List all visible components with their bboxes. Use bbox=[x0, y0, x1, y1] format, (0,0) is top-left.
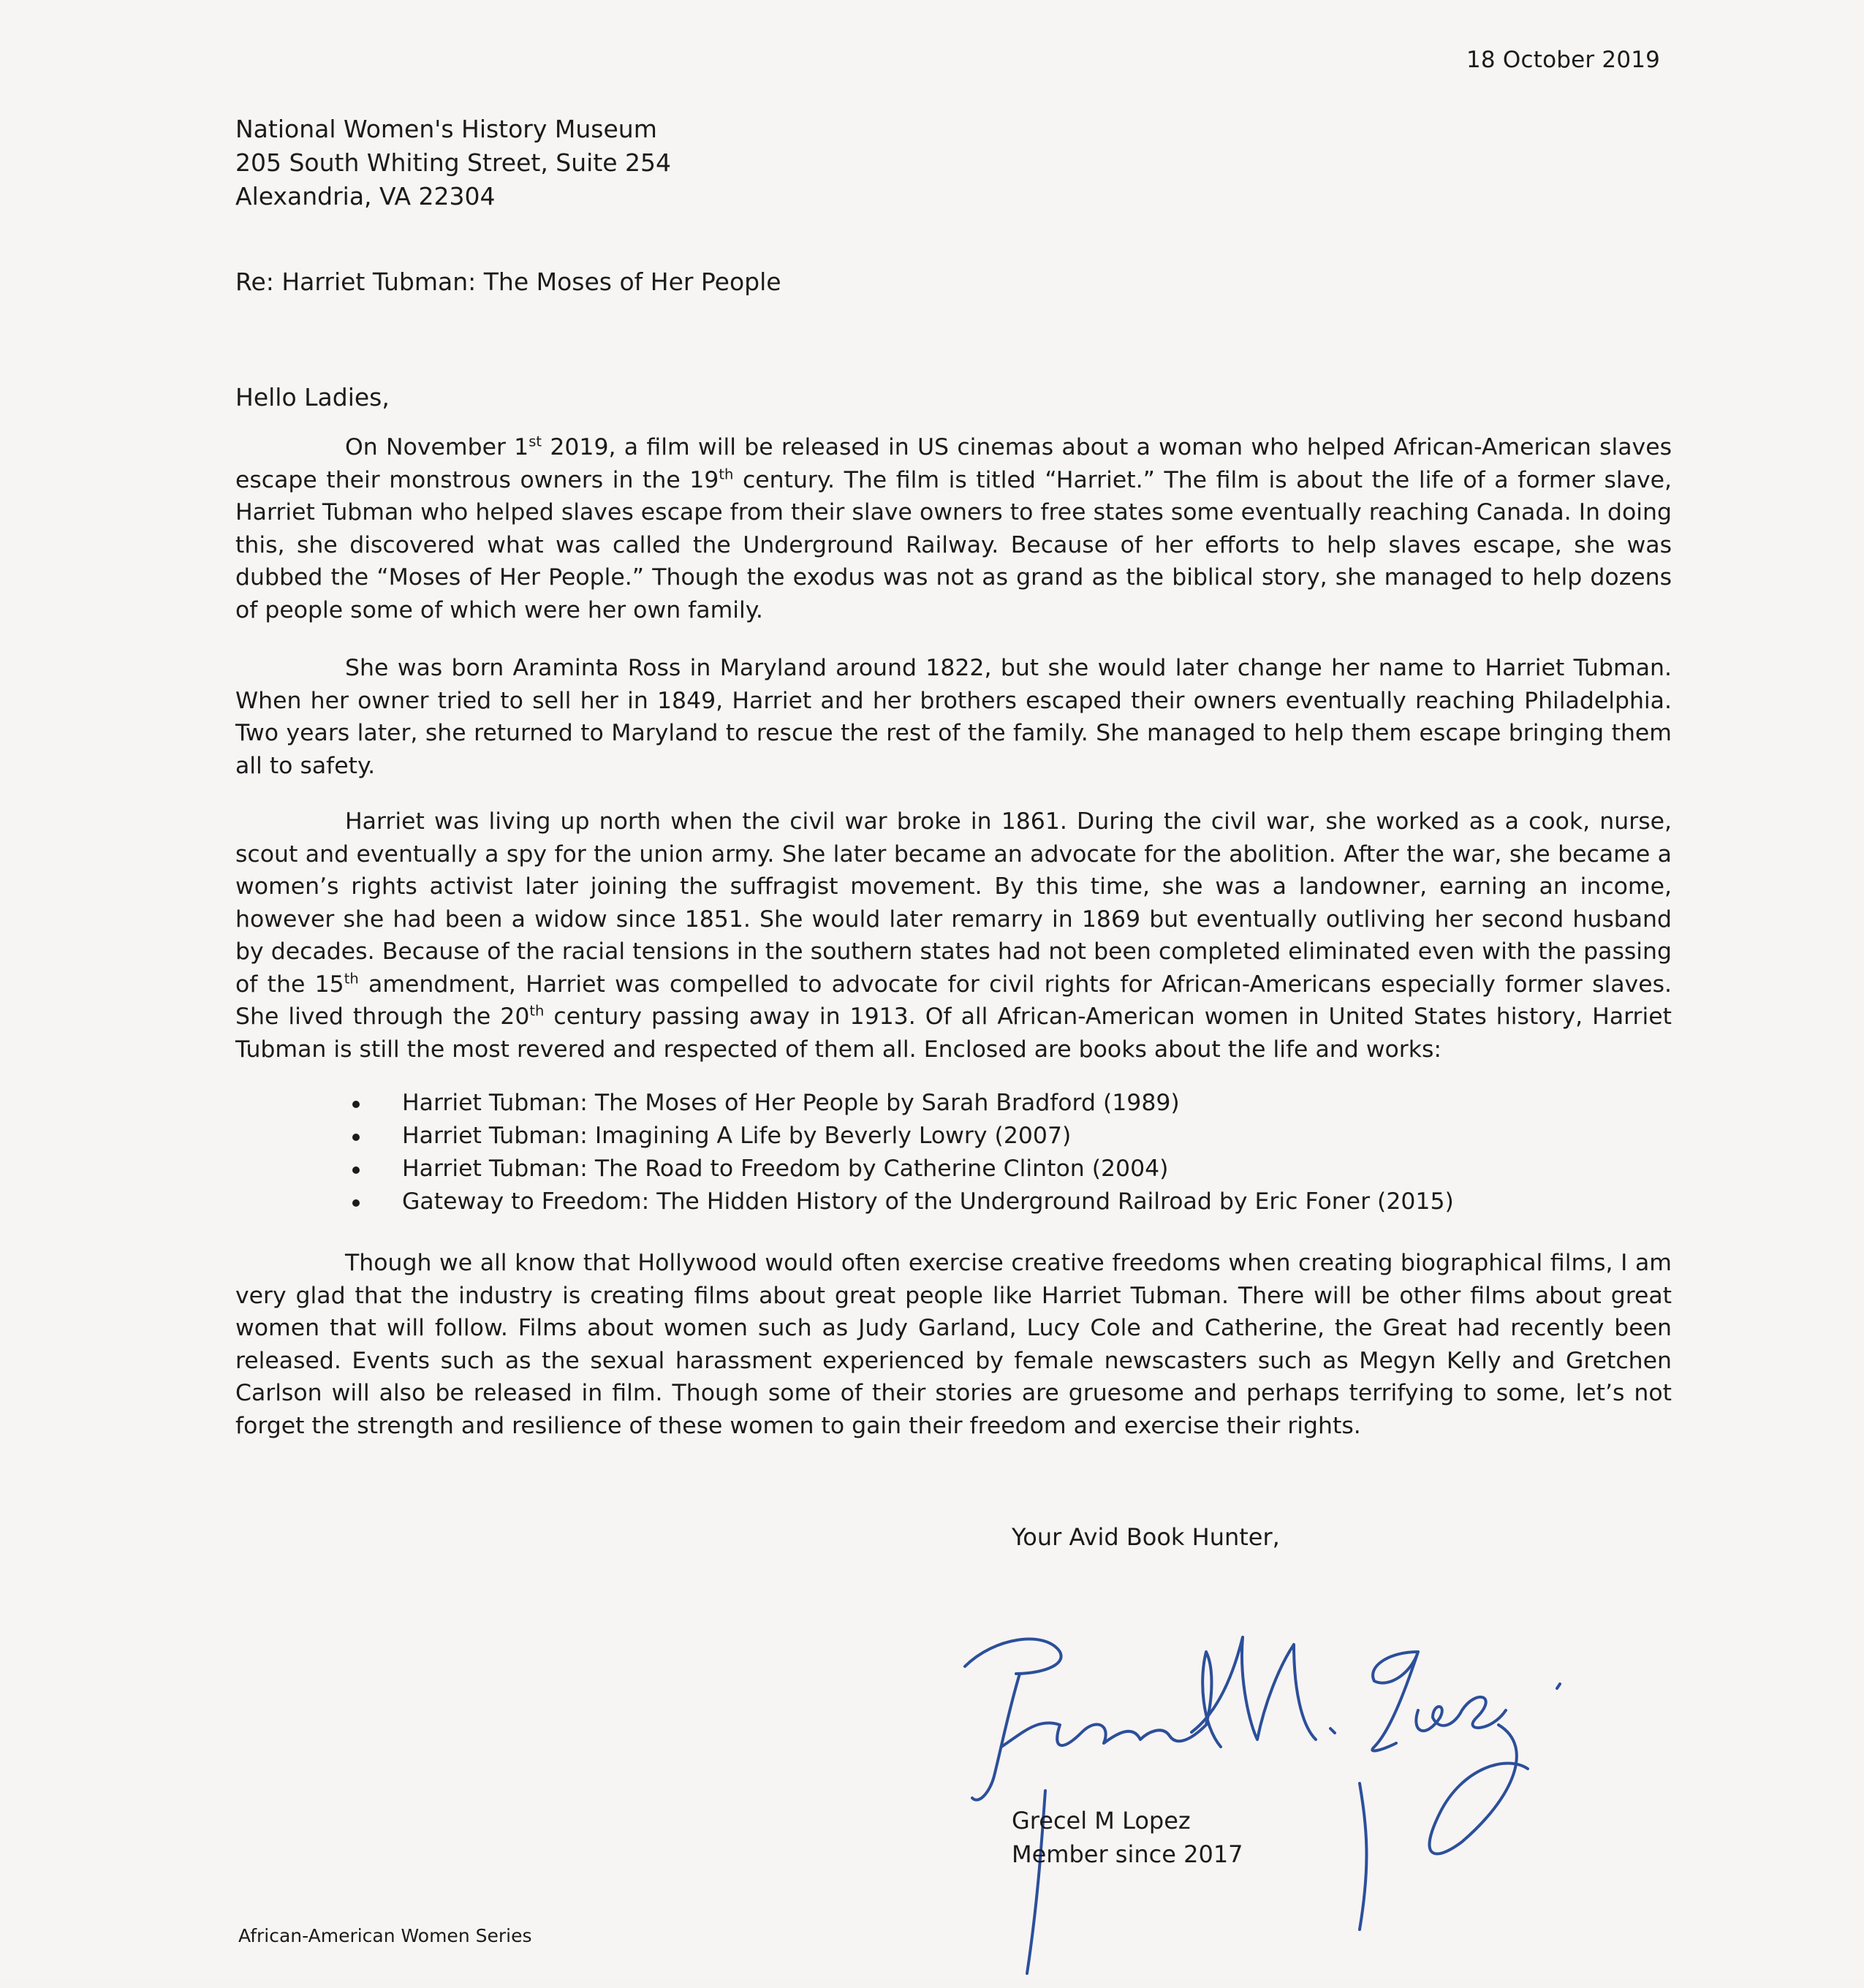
signature-stroke bbox=[1372, 1652, 1418, 1750]
bullet-icon bbox=[352, 1199, 360, 1207]
paragraph-1-text-c: century. The film is titled “Harriet.” The film is about the life of a former slave, Harriet Tubman who helped slaves escape from their slave owners to free states some eventually reaching Canada. In doing this, she discovered what was called the Underground Railway. Because of her efforts to help slaves escape, she was dubbed the “Moses of Her People.” Though the exodus was not as grand as the biblical story, she managed to help dozens of people some of which were her own family. bbox=[235, 466, 1672, 623]
list-item bbox=[235, 1087, 1672, 1120]
subject-line: Re: Harriet Tubman: The Moses of Her People bbox=[235, 268, 781, 296]
bullet-icon bbox=[352, 1166, 360, 1174]
letter-date: 18 October 2019 bbox=[1466, 47, 1661, 73]
book-title: Harriet Tubman: Imagining A Life by Beverly Lowry (2007) bbox=[402, 1123, 1072, 1149]
signature-stroke bbox=[1557, 1684, 1560, 1688]
signature-stroke bbox=[1416, 1697, 1506, 1731]
signer-block bbox=[1012, 1804, 1243, 1871]
book-title: Harriet Tubman: The Moses of Her People by Sarah Bradford (1989) bbox=[402, 1090, 1180, 1116]
bullet-icon bbox=[352, 1134, 360, 1141]
book-title: Gateway to Freedom: The Hidden History of the Underground Railroad by Eric Foner (2015) bbox=[402, 1188, 1454, 1215]
list-item bbox=[235, 1153, 1672, 1185]
recipient-name: National Women's History Museum bbox=[235, 115, 657, 143]
signature-stroke bbox=[965, 1639, 1061, 1674]
closing: Your Avid Book Hunter, bbox=[1012, 1523, 1280, 1551]
signature-stroke bbox=[1430, 1725, 1528, 1854]
signature-stroke bbox=[1330, 1729, 1335, 1733]
signature-stroke bbox=[1360, 1783, 1366, 1930]
recipient-address bbox=[235, 113, 671, 213]
paragraph-3-text-a: Harriet was living up north when the civil war broke in 1861. During the civil war, she worked as a cook, nurse, scout and eventually a spy for the union army. She later became an advocate for the abolition. After the war, she became a women’s rights activist later joining the suffragist movement. By this time, she was a landowner, earning an income, however she had been a widow since 1851. She would later remarry in 1869 but eventually outliving her second husband by decades. Because of the racial tensions in the southern states had not been completed eliminated even with the passing of the 15 bbox=[235, 808, 1672, 998]
greeting: Hello Ladies, bbox=[235, 383, 390, 411]
paragraph-1 bbox=[235, 431, 1672, 626]
paragraph-3-text-c: century passing away in 1913. Of all African-American women in United States history, Harriet Tubman is still the most revered and respected of them all. Enclosed are books about the life and works: bbox=[235, 1004, 1672, 1063]
bullet-icon bbox=[352, 1101, 360, 1108]
book-title: Harriet Tubman: The Road to Freedom by Catherine Clinton (2004) bbox=[402, 1156, 1169, 1182]
list-item bbox=[235, 1120, 1672, 1153]
paragraph-3 bbox=[235, 805, 1672, 1066]
list-item bbox=[235, 1185, 1672, 1218]
superscript: th bbox=[719, 466, 734, 482]
paragraph-3-text-b: amendment, Harriet was compelled to advocate for civil rights for African-Americans especially former slaves. She lived through the 20 bbox=[235, 971, 1672, 1030]
recipient-city: Alexandria, VA 22304 bbox=[235, 182, 496, 210]
paragraph-1-text-a: On November 1 bbox=[345, 434, 529, 460]
paragraph-1-text-b: 2019, a film will be released in US cinemas about a woman who helped African-American slaves escape their monstrous owners in the 19 bbox=[235, 434, 1672, 493]
signature-stroke bbox=[1001, 1652, 1221, 1747]
signer-name: Grecel M Lopez bbox=[1012, 1807, 1191, 1835]
paragraph-4: Though we all know that Hollywood would often exercise creative freedoms when creating biographical films, I am very glad that the industry is creating films about great people like Harriet Tubman. There will be other films about great women that will follow. Films about women such as Judy Garland, Lucy Cole and Catherine, the Great had recently been released. Events such as the sexual harassment experienced by female newscasters such as Megyn Kelly and Gretchen Carlson will also be released in film. Though some of their stories are gruesome and perhaps terrifying to some, let’s not forget the strength and resilience of these women to gain their freedom and exercise their rights. bbox=[235, 1250, 1672, 1439]
superscript: st bbox=[528, 433, 542, 450]
superscript: th bbox=[344, 970, 359, 987]
membership-note: Member since 2017 bbox=[1012, 1840, 1243, 1868]
recipient-street: 205 South Whiting Street, Suite 254 bbox=[235, 148, 672, 177]
book-list bbox=[235, 1087, 1672, 1218]
superscript: th bbox=[529, 1002, 545, 1020]
footer-series-label: African-American Women Series bbox=[238, 1925, 532, 1946]
signature-stroke bbox=[972, 1674, 1020, 1800]
paragraph-2: She was born Araminta Ross in Maryland around 1822, but she would later change her name to Harriet Tubman. When her owner tried to sell her in 1849, Harriet and her brothers escaped their owners eventually reaching Philadelphia. Two years later, she returned to Maryland to rescue the rest of the family. She managed to help them escape bringing them all to safety. bbox=[235, 655, 1672, 779]
